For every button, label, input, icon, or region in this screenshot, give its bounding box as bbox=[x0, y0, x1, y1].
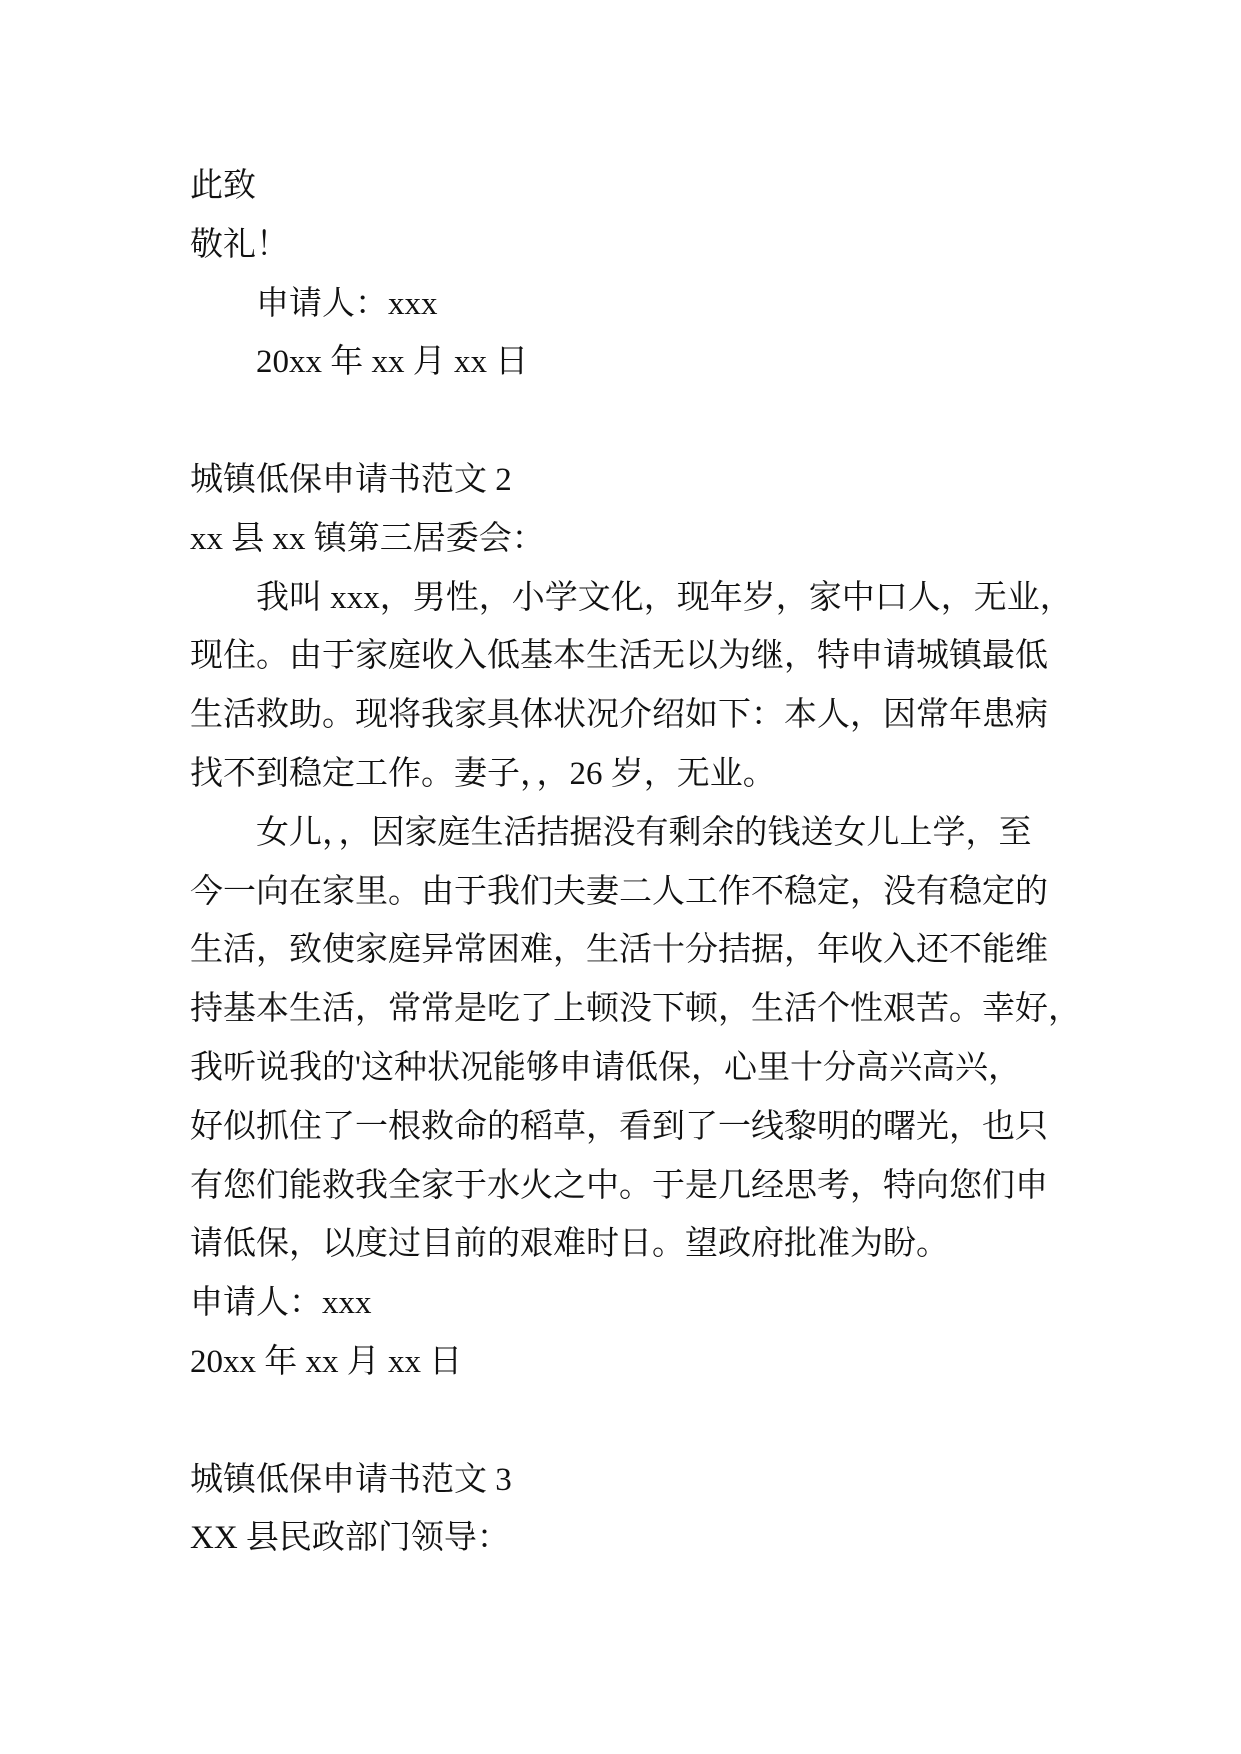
blank-line bbox=[190, 392, 1110, 451]
paragraph-line: 有您们能救我全家于水火之中。于是几经思考，特向您们申 bbox=[190, 1167, 1048, 1204]
paragraph bbox=[190, 804, 1110, 1274]
paragraph-line: 请低保，以度过目前的艰难时日。望政府批准为盼。 bbox=[190, 1226, 949, 1263]
paragraph-line: 生活救助。现将我家具体状况介绍如下：本人，因常年患病 bbox=[190, 697, 1048, 734]
paragraph-line: 女儿，，因家庭生活拮据没有剩余的钱送女儿上学，至 bbox=[256, 814, 1032, 851]
paragraph-line: 生活，致使家庭异常困难，生活十分拮据，年收入还不能维 bbox=[190, 932, 1048, 969]
paragraph-line: 好似抓住了一根救命的稻草，看到了一线黎明的曙光，也只 bbox=[190, 1108, 1048, 1145]
section-title: 城镇低保申请书范文 3 bbox=[190, 1461, 512, 1498]
paragraph bbox=[190, 569, 1110, 804]
paragraph-line: 我叫 xxx，男性，小学文化，现年岁，家中口人，无业， bbox=[256, 579, 1073, 616]
closing-line: 此致 bbox=[190, 168, 256, 204]
document-body bbox=[190, 157, 1110, 1568]
regards-line: 敬礼！ bbox=[190, 226, 289, 263]
salutation: XX 县民政部门领导： bbox=[190, 1520, 510, 1557]
signature-date: 20xx 年 xx 月 xx 日 bbox=[256, 344, 529, 381]
blank-line bbox=[190, 1392, 1110, 1451]
paragraph-line: 今一向在家里。由于我们夫妻二人工作不稳定，没有稳定的 bbox=[190, 873, 1048, 910]
signature-date: 20xx 年 xx 月 xx 日 bbox=[190, 1343, 463, 1380]
paragraph-line: 现住。由于家庭收入低基本生活无以为继，特申请城镇最低 bbox=[190, 638, 1048, 675]
section-title: 城镇低保申请书范文 2 bbox=[190, 461, 512, 498]
salutation: xx 县 xx 镇第三居委会： bbox=[190, 520, 545, 557]
applicant-signature: 申请人：xxx bbox=[256, 285, 438, 322]
paragraph-line: 找不到稳定工作。妻子，，26 岁，无业。 bbox=[190, 755, 776, 792]
paragraph-line: 持基本生活，常常是吃了上顿没下顿，生活个性艰苦。幸好， bbox=[190, 991, 1081, 1028]
applicant-signature: 申请人：xxx bbox=[190, 1285, 372, 1322]
paragraph-line: 我听说我的'这种状况能够申请低保，心里十分高兴高兴， bbox=[190, 1049, 1021, 1086]
